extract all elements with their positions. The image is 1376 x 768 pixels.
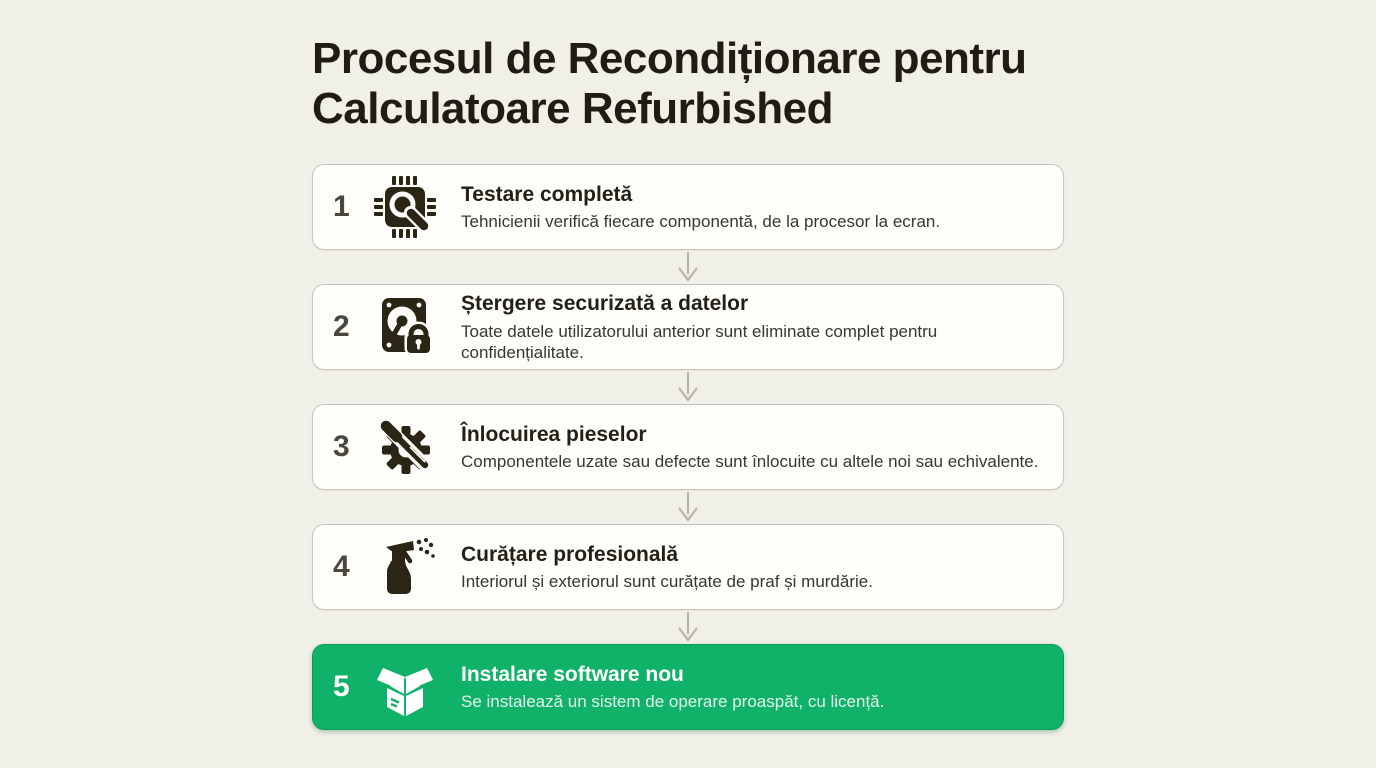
open-box-icon	[373, 655, 437, 719]
spray-bottle-icon	[373, 535, 437, 599]
down-arrow-icon	[312, 490, 1064, 524]
step-card-curatare	[312, 524, 1064, 610]
page-title-line-2: Calculatoare Refurbished	[312, 84, 834, 134]
step-title: Înlocuirea pieselor	[461, 423, 647, 447]
step-card-inlocuire-piese	[312, 404, 1064, 490]
step-number: 2	[333, 310, 350, 344]
step-title: Curățare profesională	[461, 543, 679, 567]
gear-screwdriver-icon	[373, 415, 437, 479]
step-number: 4	[333, 550, 350, 584]
step-title: Instalare software nou	[461, 663, 684, 687]
step-text	[461, 291, 1043, 363]
step-card-stergere-date	[312, 284, 1064, 370]
step-number: 1	[333, 190, 350, 224]
page-title-line-1: Procesul de Recondiționare pentru	[312, 34, 1027, 83]
page-title	[312, 34, 1064, 134]
step-number: 3	[333, 430, 350, 464]
chip-magnifier-icon	[373, 175, 437, 239]
step-description: Componentele uzate sau defecte sunt înlocuite cu altele noi sau echivalente.	[461, 452, 1039, 472]
step-card-testare	[312, 164, 1064, 250]
step-number: 5	[333, 670, 350, 704]
content-column	[312, 0, 1064, 730]
process-steps	[312, 164, 1064, 730]
step-card-instalare-software	[312, 644, 1064, 730]
step-text	[461, 662, 884, 712]
step-title: Ștergere securizată a datelor	[461, 292, 749, 316]
step-description: Tehnicienii verifică fiecare componentă, de la procesor la ecran.	[461, 212, 941, 232]
harddrive-lock-icon	[373, 295, 437, 359]
step-text	[461, 542, 873, 592]
step-text	[461, 182, 940, 232]
down-arrow-icon	[312, 610, 1064, 644]
step-description: Toate datele utilizatorului anterior sunt eliminate complet pentru confidențialitate.	[461, 321, 938, 362]
step-description: Interiorul și exteriorul sunt curățate de praf și murdărie.	[461, 572, 873, 592]
step-description: Se instalează un sistem de operare proaspăt, cu licență.	[461, 692, 885, 712]
step-text	[461, 422, 1038, 472]
down-arrow-icon	[312, 370, 1064, 404]
step-title: Testare completă	[461, 183, 633, 207]
down-arrow-icon	[312, 250, 1064, 284]
